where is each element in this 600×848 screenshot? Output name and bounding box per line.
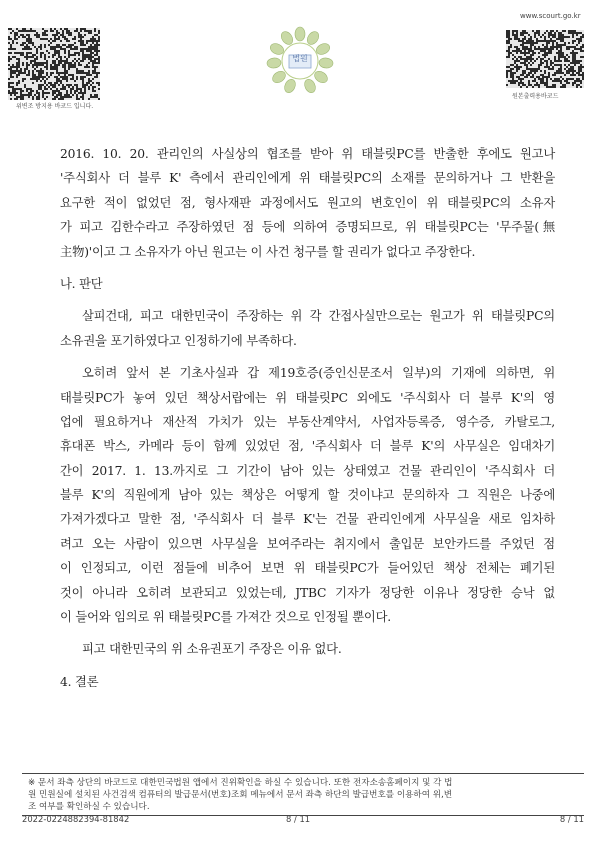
paragraph-rejection: 피고 대한민국의 위 소유권포기 주장은 이유 없다. — [82, 642, 342, 657]
notice-line: 원 민원실에 설치된 사건검색 컴퓨터의 발급문서(번호)조회 메뉴에서 문서 좌측 하단의 발급번호를 이용하여 위,변 — [28, 790, 453, 800]
verification-notice — [22, 773, 584, 816]
text-line: '주식회사 더 블루 K' 측에서 관리인에게 위 태블릿PC의 소재를 문의하거나 그 반환을 — [60, 171, 555, 186]
text-line: 업에 필요하거나 재산적 가치가 있는 부동산계약서, 사업자등록증, 영수증, 카탈로그, — [60, 414, 555, 429]
text-line: 휴대폰 박스, 카메라 등이 함께 있었던 점, '주식회사 더 블루 K'의 사무실은 임대차기 — [60, 439, 555, 454]
notice-line: 조 여부를 확인하실 수 있습니다. — [28, 802, 150, 812]
text-line: 이 들어와 임의로 위 태블릿PC를 가져간 것으로 인정될 뿐이다. — [60, 610, 391, 625]
text-line: 소유권을 포기하였다고 인정하기에 부족하다. — [60, 333, 297, 348]
court-site-url: www.scourt.go.kr — [520, 12, 581, 20]
judgment-body — [60, 142, 555, 694]
page-number-right: 8 / 11 — [559, 814, 584, 824]
anti-forgery-barcode — [8, 28, 100, 100]
section-heading-judgment: 나. 판단 — [60, 276, 103, 291]
text-line: 가 피고 김한수라고 주장하였던 점 등에 의하여 증명되므로, 위 태블릿PC는 '무주물(無 — [60, 220, 555, 235]
text-line: 려고 오는 사람이 있으면 사무실을 보여주라는 취지에서 출입문 보안카드를 주었던 점 — [60, 536, 555, 551]
court-emblem-icon — [262, 24, 338, 96]
text-line: 것이 아니라 오히려 보관되고 있었는데, JTBC 기자가 정당한 이유나 정당한 승낙 없 — [60, 585, 555, 600]
text-line: 블루 K'의 직원에게 남아 있는 책상은 어떻게 할 것이냐고 문의하자 그 직원은 나중에 — [60, 488, 555, 503]
text-line: 요구한 적이 없었던 점, 형사재판 과정에서도 원고의 변호인이 위 태블릿PC의 소유자 — [60, 195, 555, 210]
issue-number: 2022-0224882394-81842 — [22, 814, 130, 824]
text-line: 태블릿PC가 놓여 있던 책상서랍에는 위 태블릿PC 외에도 '주식회사 더 블루 K'의 영 — [60, 390, 555, 405]
notice-line: ※ 문서 좌측 상단의 바코드로 대한민국법원 앱에서 진위확인을 하실 수 있습니다. 또한 전자소송홈페이지 및 각 법 — [28, 778, 453, 788]
text-line: 主物)'이고 그 소유자가 아닌 원고는 이 사건 청구를 할 권리가 없다고 주장한다. — [60, 244, 476, 259]
text-line: 살피건대, 피고 대한민국이 주장하는 위 각 간접사실만으로는 원고가 위 태블릿PC의 — [82, 309, 555, 324]
paragraph-finding — [60, 304, 555, 353]
page-footer — [22, 814, 584, 828]
text-line: 오히려 앞서 본 기초사실과 갑 제19호증(증인신문조서 일부)의 기재에 의하면, 위 — [82, 366, 555, 381]
text-line: 간이 2017. 1. 13.까지로 그 기간이 남아 있는 상태였고 건물 관리인이 '주식회사 더 — [60, 463, 555, 478]
section-heading-conclusion: 4. 결론 — [60, 674, 99, 689]
text-line: 2016. 10. 20. 관리인의 사실상의 협조를 받아 위 태블릿PC를 반출한 후에도 원고나 — [60, 147, 555, 161]
text-line: 가져가겠다고 말한 점, '주식회사 더 블루 K'는 건물 관리인에게 사무실을 새로 임차하 — [60, 512, 555, 527]
emblem-label: 법원 — [292, 54, 308, 63]
original-output-barcode-caption: 원본출력용바코드 — [512, 93, 559, 100]
text-line: 이 인정되고, 이런 점들에 비추어 보면 위 태블릿PC가 들어있던 책상 전체는 폐기된 — [60, 561, 555, 576]
anti-forgery-barcode-caption: 위변조 방지용 바코드 입니다. — [16, 103, 94, 110]
original-output-barcode — [506, 30, 584, 88]
paragraph-claim — [60, 142, 555, 264]
page-number-center: 8 / 11 — [286, 814, 311, 824]
paragraph-evidence — [60, 361, 555, 629]
document-header — [0, 0, 600, 110]
